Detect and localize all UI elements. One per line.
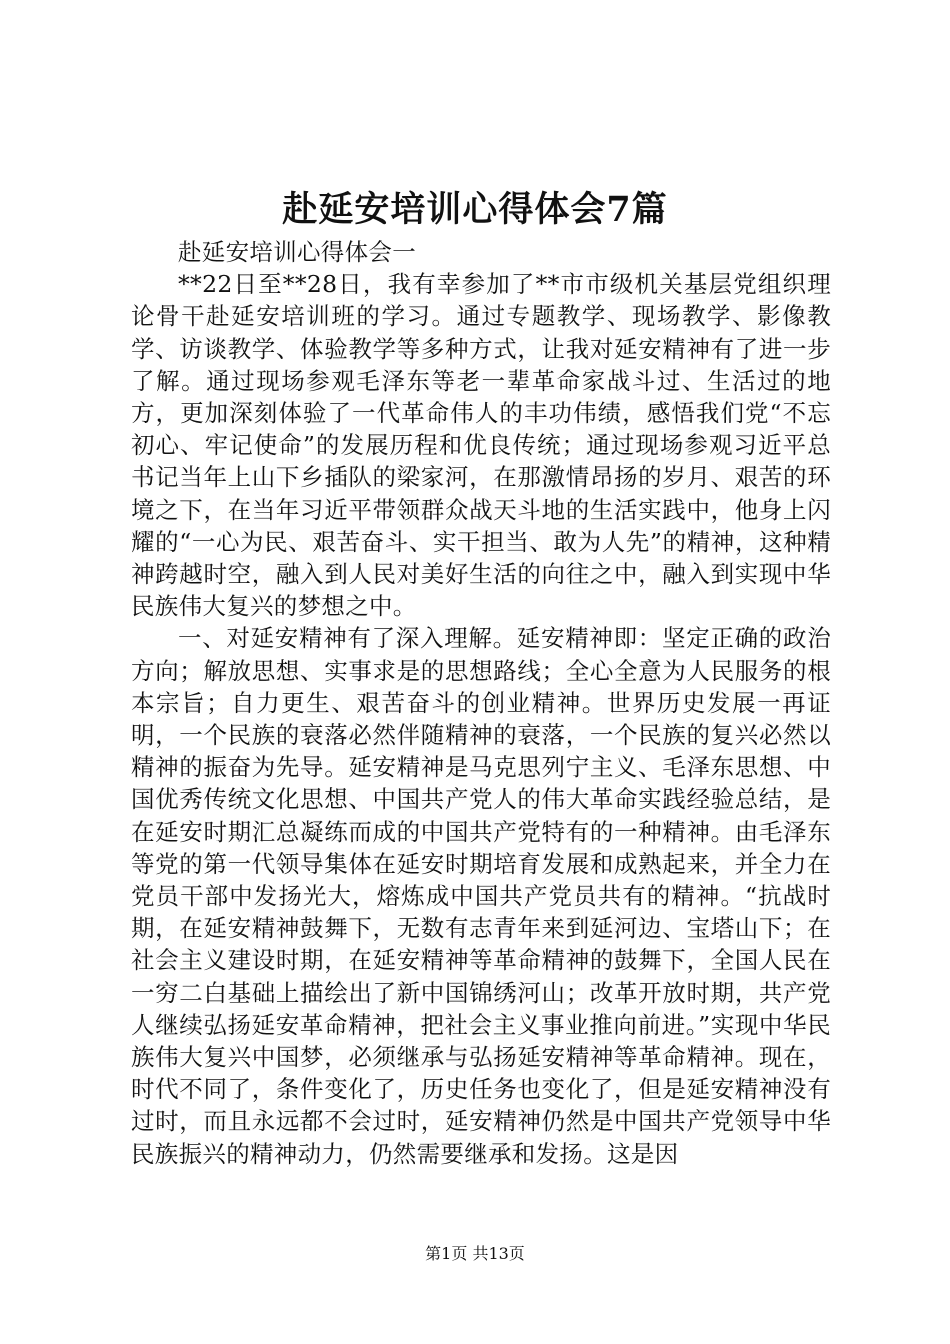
page-footer: 第1页 共13页 [425, 1244, 525, 1263]
paragraph-1: **22日至**28日，我有幸参加了**市市级机关基层党组织理论骨干赴延安培训班的学习。通过专题教学、现场教学、影像教学、访谈教学、体验教学等多种方式，让我对延安精神有了进一步了解。通过现场参观毛泽东等老一辈革命家战斗过、生活过的地方，更加深刻体验了一代革命伟人的丰功伟绩，感悟我们党“不忘初心、牢记使命”的发展历程和优良传统；通过现场参观习近平总书记当年上山下乡插队的梁家河，在那激情昂扬的岁月、艰苦的环境之下，在当年习近平带领群众战天斗地的生活实践中，他身上闪耀的“一心为民、艰苦奋斗、实干担当、敢为人先”的精神，这种精神跨越时空，融入到人民对美好生活的向往之中，融入到实现中华民族伟大复兴的梦想之中。 [131, 270, 831, 621]
paragraph-2: 一、对延安精神有了深入理解。延安精神即：坚定正确的政治方向；解放思想、实事求是的思想路线；全心全意为人民服务的根本宗旨；自力更生、艰苦奋斗的创业精神。世界历史发展一再证明，一个民族的衰落必然伴随精神的衰落，一个民族的复兴必然以精神的振奋为先导。延安精神是马克思列宁主义、毛泽东思想、中国优秀传统文化思想、中国共产党人的伟大革命实践经验总结，是在延安时期汇总凝练而成的中国共产党特有的一种精神。由毛泽东等党的第一代领导集体在延安时期培育发展和成熟起来，并全力在党员干部中发扬光大，熔炼成中国共产党员共有的精神。“抗战时期，在延安精神鼓舞下，无数有志青年来到延河边、宝塔山下；在社会主义建设时期，在延安精神等革命精神的鼓舞下，全国人民在一穷二白基础上描绘出了新中国锦绣河山；改革开放时期，共产党人继续弘扬延安革命精神，把社会主义事业推向前进。”实现中华民族伟大复兴中国梦，必须继承与弘扬延安精神等革命精神。现在，时代不同了，条件变化了，历史任务也变化了，但是延安精神没有过时，而且永远都不会过时，延安精神仍然是中国共产党领导中华民族振兴的精神动力，仍然需要继承和发扬。这是因 [131, 624, 831, 1168]
document-title: 赴延安培训心得体会7篇 [282, 189, 668, 230]
section-heading: 赴延安培训心得体会一 [178, 238, 416, 266]
document-body [131, 236, 831, 1170]
